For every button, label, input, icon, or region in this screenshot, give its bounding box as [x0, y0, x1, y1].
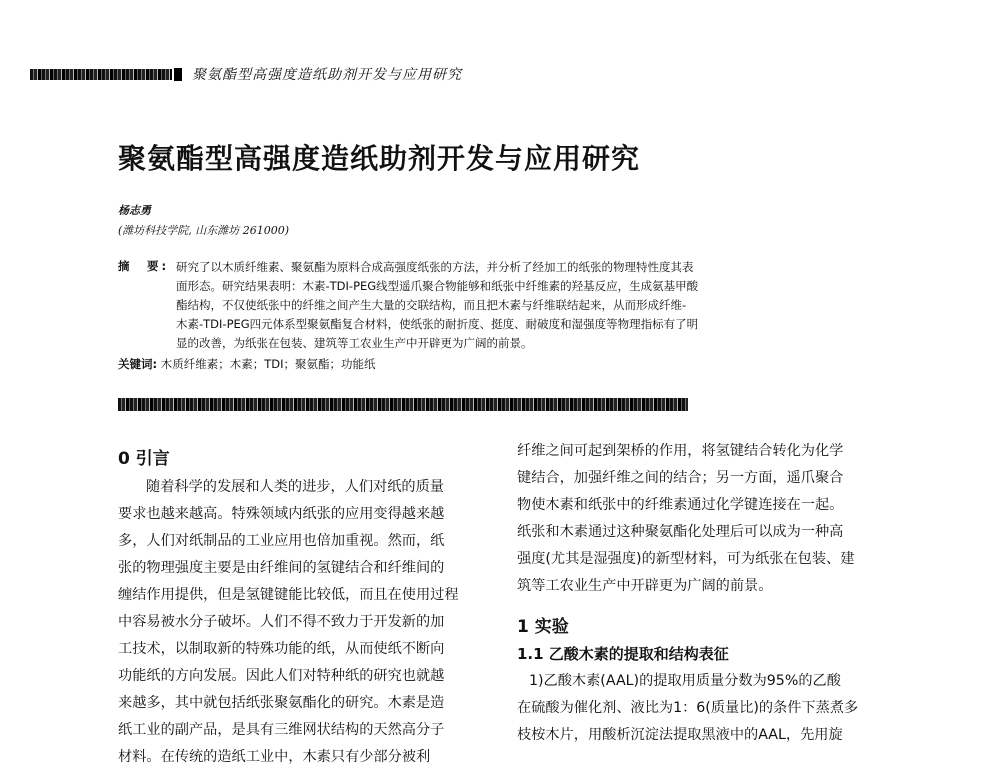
keywords — [118, 356, 376, 372]
author-affiliation: (潍坊科技学院, 山东潍坊 261000) — [118, 224, 290, 237]
section-divider-bar — [118, 398, 688, 411]
body-line: 物使木素和纸张中的纤维素通过化学键连接在一起。 — [517, 497, 844, 513]
abstract-line: 木素-TDI-PEG四元体系型聚氨酯复合材料，使纸张的耐折度、挺度、耐破度和湿强度等物理指标有了明 — [176, 317, 699, 331]
abstract-text — [176, 258, 798, 353]
section-heading-introduction: 0 引言 — [118, 449, 170, 469]
abstract-line: 研究了以木质纤维素、聚氨酯为原料合成高强度纸张的方法，并分析了经加工的纸张的物理特性度其表 — [176, 260, 694, 274]
running-title: 聚氨酯型高强度造纸助剂开发与应用研究 — [192, 67, 462, 83]
header-decorative-bar — [30, 69, 172, 80]
body-column-right — [517, 438, 885, 749]
abstract-label: 摘 要: — [118, 259, 170, 273]
body-line: 材料。在传统的造纸工业中，木素只有少部分被利 — [118, 749, 431, 765]
body-line: 纸工业的副产品，是具有三维网状结构的天然高分子 — [118, 722, 445, 738]
abstract-line: 面形态。研究结果表明：木素-TDI-PEG线型遥爪聚合物能够和纸张中纤维素的羟基反应，生成氨基甲酸 — [176, 279, 699, 293]
keywords-label: 关键词: — [118, 357, 158, 371]
body-line: 张的物理强度主要是由纤维间的氢键结合和纤维间的 — [118, 560, 445, 576]
article-title: 聚氨酯型高强度造纸助剂开发与应用研究 — [118, 142, 641, 175]
body-line: 中容易被水分子破坏。人们不得不致力于开发新的加 — [118, 614, 445, 630]
header-block-mark — [174, 68, 182, 81]
body-line: 强度(尤其是湿强度)的新型材料，可为纸张在包装、建 — [517, 551, 855, 567]
subsection-heading: 1.1 乙酸木素的提取和结构表征 — [517, 645, 729, 663]
body-line: 工技术，以制取新的特殊功能的纸，从而使纸不断向 — [118, 641, 445, 657]
body-line: 在硫酸为催化剂、液比为1：6(质量比)的条件下蒸煮多 — [517, 700, 859, 716]
body-line: 功能纸的方向发展。因此人们对特种纸的研究也就越 — [118, 668, 445, 684]
body-line: 键结合，加强纤维之间的结合；另一方面，遥爪聚合 — [517, 470, 844, 486]
author-name: 杨志勇 — [118, 204, 151, 217]
abstract-line: 显的改善，为纸张在包装、建筑等工农业生产中开辟更为广阔的前景。 — [176, 336, 533, 350]
body-line: 随着科学的发展和人类的进步，人们对纸的质量 — [146, 479, 444, 495]
body-line: 多，人们对纸制品的工业应用也倍加重视。然而，纸 — [118, 533, 445, 549]
body-line: 筑等工农业生产中开辟更为广阔的前景。 — [517, 578, 773, 594]
running-header — [30, 62, 462, 86]
section-heading-experiment: 1 实验 — [517, 617, 569, 637]
spacer — [517, 600, 885, 614]
body-line: 要求也越来越高。特殊领域内纸张的应用变得越来越 — [118, 506, 445, 522]
body-line: 来越多，其中就包括纸张聚氨酯化的研究。木素是造 — [118, 695, 445, 711]
body-line: 缠结作用提供，但是氢键键能比较低，而且在使用过程 — [118, 587, 459, 603]
body-line: 枝桉木片，用酸析沉淀法提取黑液中的AAL，先用旋 — [517, 727, 843, 743]
keywords-list: 木质纤维素；木素；TDI；聚氨酯；功能纸 — [160, 357, 376, 371]
body-column-left — [118, 446, 490, 771]
body-line: 纤维之间可起到架桥的作用，将氢键结合转化为化学 — [517, 443, 844, 459]
body-line: 1)乙酸木素(AAL)的提取用质量分数为95%的乙酸 — [529, 673, 841, 689]
abstract-line: 酯结构，不仅使纸张中的纤维之间产生大量的交联结构，而且把木素与纤维联结起来，从而形成纤维- — [176, 298, 687, 312]
body-line: 纸张和木素通过这种聚氨酯化处理后可以成为一种高 — [517, 524, 844, 540]
